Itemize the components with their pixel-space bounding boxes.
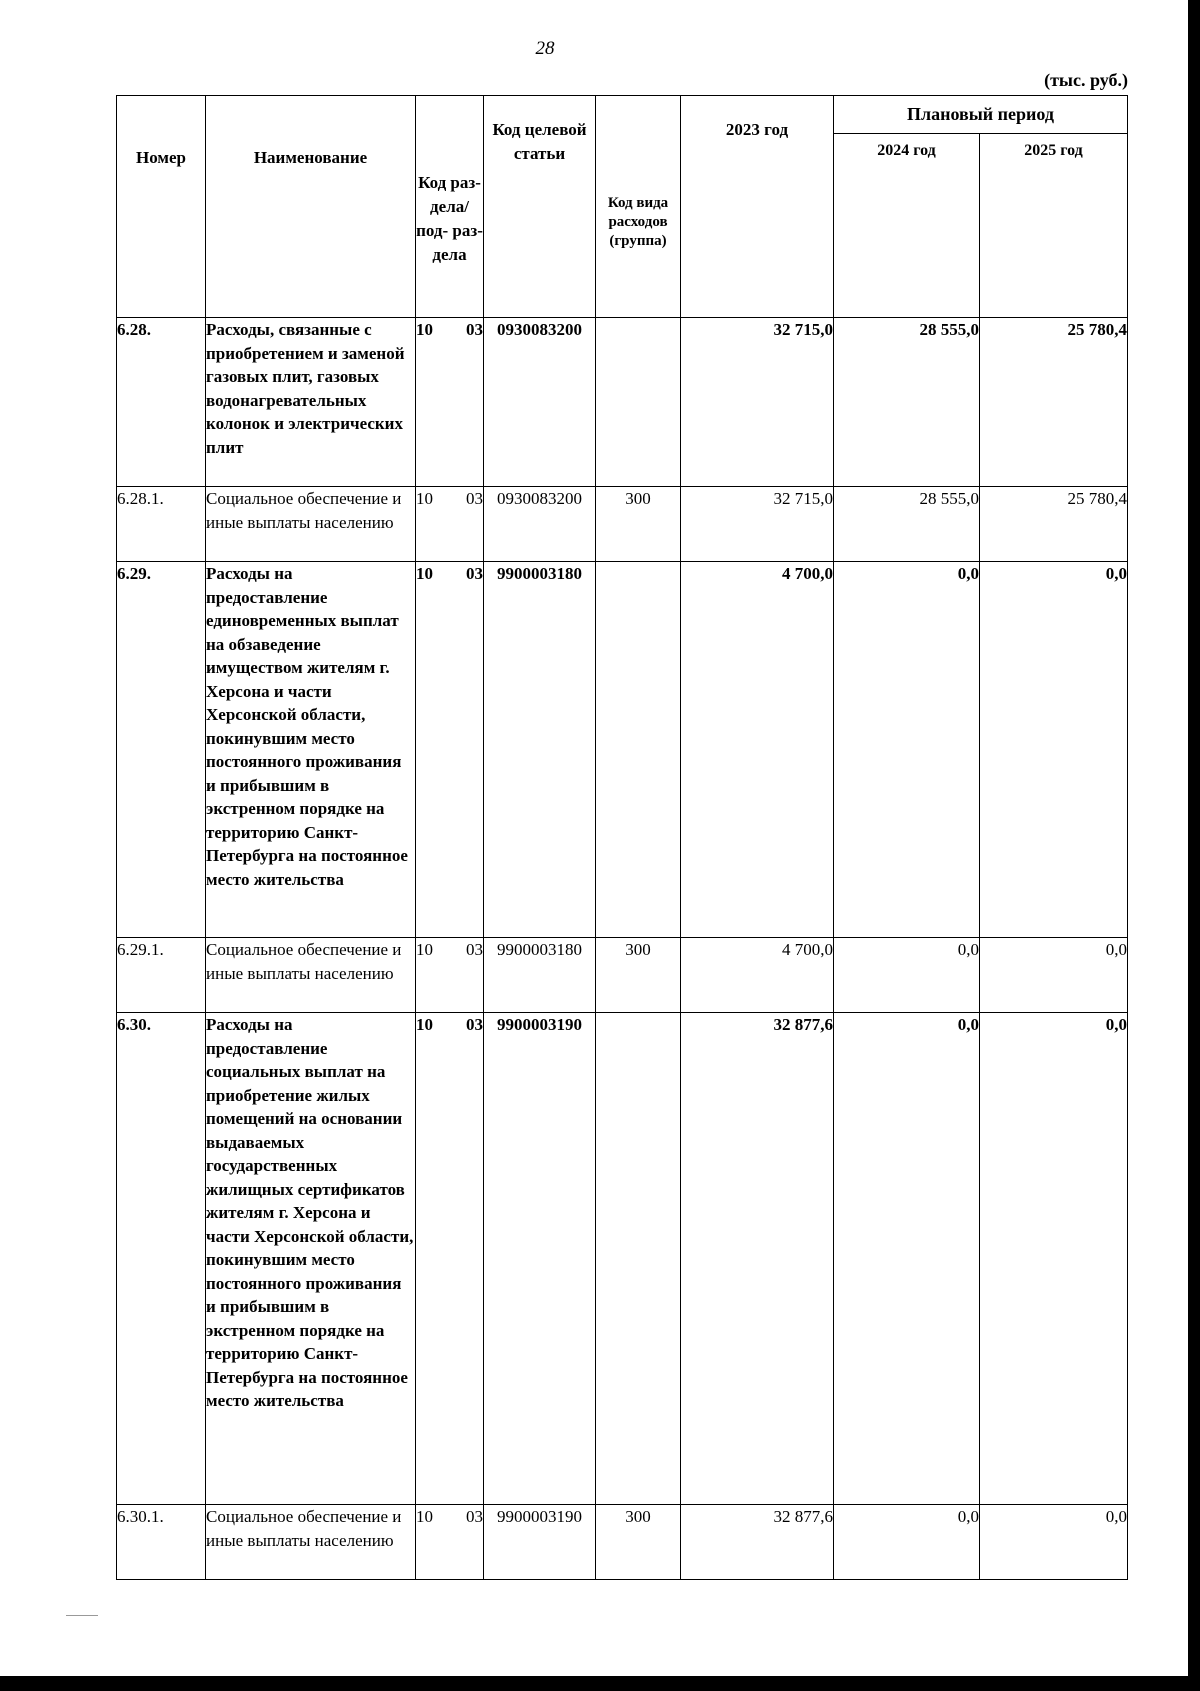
table-row	[117, 562, 1128, 938]
row-amount-2024: 0,0	[834, 938, 980, 1013]
row-name: Социальное обеспечение и иные выплаты населению	[206, 1505, 416, 1580]
row-amount-2025: 25 780,4	[980, 318, 1128, 487]
row-amount-2024: 28 555,0	[834, 487, 980, 562]
row-subsection: 03	[466, 489, 483, 508]
row-name: Расходы на предоставление социальных выплат на приобретение жилых помещений на основании выдаваемых государственных жилищных сертификатов жителям г. Херсона и части Херсонской области, покинувшим место постоянного проживания и прибывшим в экстренном порядке на территорию Санкт-Петербурга на постоянное место жительства	[206, 1013, 416, 1505]
row-number: 6.28.	[117, 318, 206, 487]
row-section-code	[416, 938, 484, 1013]
row-target-code: 0930083200	[484, 487, 596, 562]
header-row	[117, 96, 1128, 134]
row-amount-2023: 4 700,0	[681, 562, 834, 938]
table-row	[117, 1013, 1128, 1505]
row-section: 10	[416, 320, 433, 339]
row-section-code	[416, 562, 484, 938]
row-expense-type: 300	[596, 487, 681, 562]
row-name: Социальное обеспечение и иные выплаты населению	[206, 487, 416, 562]
row-subsection: 03	[466, 1507, 483, 1526]
table-row	[117, 938, 1128, 1013]
row-amount-2025: 25 780,4	[980, 487, 1128, 562]
row-subsection: 03	[466, 940, 483, 959]
row-number: 6.29.1.	[117, 938, 206, 1013]
row-expense-type	[596, 1013, 681, 1505]
header-name: Наименование	[206, 96, 416, 318]
row-number: 6.30.	[117, 1013, 206, 1505]
row-subsection: 03	[466, 564, 483, 583]
margin-mark	[66, 1615, 98, 1616]
row-amount-2025: 0,0	[980, 562, 1128, 938]
row-amount-2024: 0,0	[834, 562, 980, 938]
row-amount-2023: 32 715,0	[681, 318, 834, 487]
budget-table	[116, 95, 1128, 1580]
table-row	[117, 1505, 1128, 1580]
row-subsection: 03	[466, 320, 483, 339]
header-number: Номер	[117, 96, 206, 318]
row-target-code: 9900003180	[484, 938, 596, 1013]
row-number: 6.28.1.	[117, 487, 206, 562]
scan-bottom-edge	[0, 1676, 1200, 1691]
row-target-code: 9900003190	[484, 1505, 596, 1580]
row-name: Расходы на предоставление единовременных выплат на обзаведение имуществом жителям г. Херсона и части Херсонской области, покинувшим место постоянного проживания и прибывшим в экстренном порядке на территорию Санкт-Петербурга на постоянное место жительства	[206, 562, 416, 938]
row-section: 10	[416, 940, 433, 959]
page-number: 28	[535, 38, 555, 59]
row-number: 6.29.	[117, 562, 206, 938]
header-planned-period: Плановый период	[834, 96, 1128, 134]
scan-right-edge	[1188, 0, 1200, 1691]
row-expense-type	[596, 318, 681, 487]
row-section: 10	[416, 564, 433, 583]
header-year-2025: 2025 год	[980, 134, 1128, 318]
row-name: Расходы, связанные с приобретением и заменой газовых плит, газовых водонагревательных колонок и электрических плит	[206, 318, 416, 487]
row-target-code: 9900003180	[484, 562, 596, 938]
table-row	[117, 318, 1128, 487]
row-amount-2025: 0,0	[980, 1505, 1128, 1580]
header-year-2023: 2023 год	[681, 96, 834, 318]
row-expense-type: 300	[596, 938, 681, 1013]
row-section: 10	[416, 1507, 433, 1526]
row-amount-2024: 28 555,0	[834, 318, 980, 487]
row-amount-2023: 32 877,6	[681, 1505, 834, 1580]
row-number: 6.30.1.	[117, 1505, 206, 1580]
row-section: 10	[416, 489, 433, 508]
row-target-code: 0930083200	[484, 318, 596, 487]
row-target-code: 9900003190	[484, 1013, 596, 1505]
row-amount-2024: 0,0	[834, 1505, 980, 1580]
header-section-code: Код раз- дела/ под- раз- дела	[416, 96, 484, 318]
row-section: 10	[416, 1015, 433, 1034]
row-section-code	[416, 1505, 484, 1580]
row-section-code	[416, 318, 484, 487]
row-section-code	[416, 487, 484, 562]
header-year-2024: 2024 год	[834, 134, 980, 318]
header-expense-type: Код вида расходов (группа)	[596, 96, 681, 318]
header-target-article: Код целевой статьи	[484, 96, 596, 318]
row-amount-2023: 4 700,0	[681, 938, 834, 1013]
row-expense-type: 300	[596, 1505, 681, 1580]
units-label: (тыс. руб.)	[1044, 70, 1128, 90]
row-name: Социальное обеспечение и иные выплаты населению	[206, 938, 416, 1013]
row-subsection: 03	[466, 1015, 483, 1034]
row-amount-2024: 0,0	[834, 1013, 980, 1505]
row-amount-2023: 32 877,6	[681, 1013, 834, 1505]
row-amount-2023: 32 715,0	[681, 487, 834, 562]
row-expense-type	[596, 562, 681, 938]
row-amount-2025: 0,0	[980, 1013, 1128, 1505]
row-amount-2025: 0,0	[980, 938, 1128, 1013]
row-section-code	[416, 1013, 484, 1505]
table-row	[117, 487, 1128, 562]
